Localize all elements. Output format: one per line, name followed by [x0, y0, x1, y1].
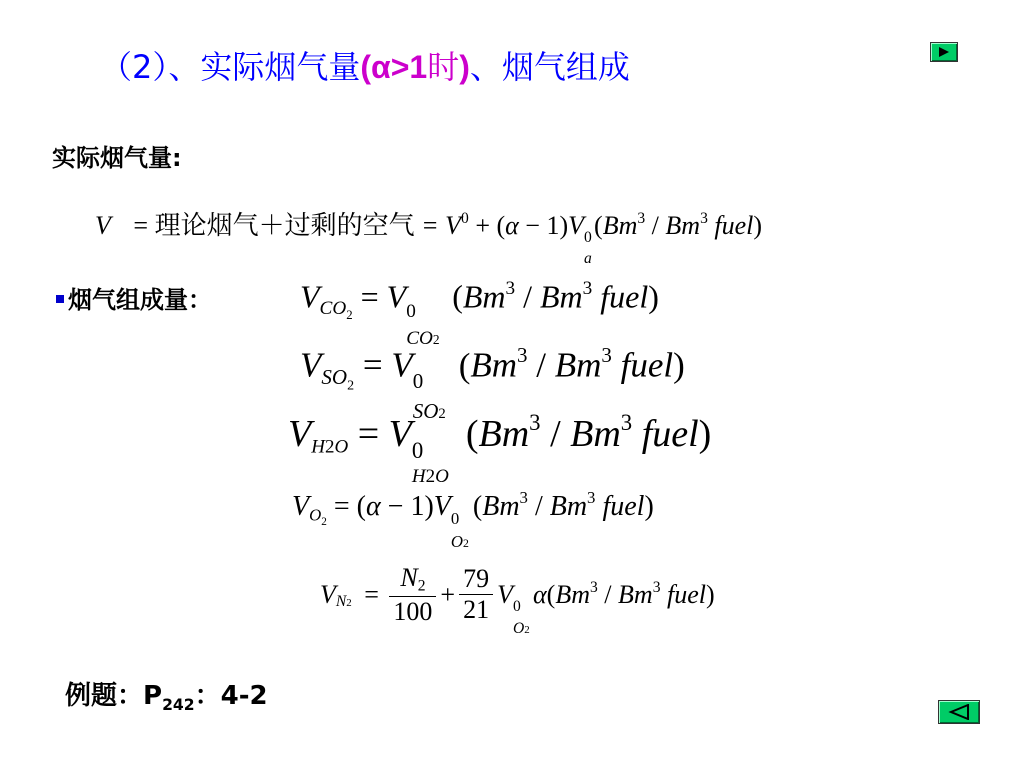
fraction-79-21: $\frac{79}{21}$ [459, 564, 493, 625]
slide-title [100, 42, 630, 88]
equation-co2: $V_{CO2} = V$ 0 CO2 (Bm$^3$ / Bm$^3$ fuel) [300, 278, 659, 349]
equation-o2: $V_{O2} = (\alpha - 1)V$ 0 O2 (Bm$^3$ / Bm$^3$ fuel) [292, 488, 654, 552]
play-right-icon [937, 46, 951, 58]
eq-text-terms: 理论烟气＋过剩的空气 [154, 211, 415, 241]
play-left-icon [948, 704, 970, 720]
title-suffix: 、烟气组成 [469, 48, 630, 86]
equation-h2o: VH2O = V 0 H2O (Bm$^3$ / Bm$^3$ fuel) [288, 410, 712, 487]
components-label: 烟气组成量： [56, 280, 212, 315]
equation-n2: VN2 = $\frac{N2}{100}$ + $\frac{79}{21}$ V 0 O2 α(Bm$^3$ / Bm$^3$ fuel) [320, 563, 715, 637]
section-heading: 实际烟气量: [52, 144, 182, 172]
title-prefix: （2）、实际烟气量 [100, 48, 361, 86]
title-condition: (α>1时) [360, 48, 470, 86]
equation-total-flue-gas: V = 理论烟气＋过剩的空气 = $V^0 + (\alpha - 1)V$ 0 a (Bm$^3$ / Bm$^3$ fuel) [95, 210, 763, 268]
previous-slide-button[interactable] [938, 700, 980, 724]
fraction-n2-100: $\frac{N2}{100}$ [389, 563, 436, 627]
equation-so2: $V_{SO2} = V$ 0 SO2 (Bm$^3$ / Bm$^3$ fuel) [300, 343, 685, 423]
example-reference: 例题：$P_{242}$：4-2 [65, 681, 268, 715]
eq-symbol-v: V [95, 211, 111, 240]
next-slide-button[interactable] [930, 42, 958, 62]
bullet-square [56, 295, 64, 303]
